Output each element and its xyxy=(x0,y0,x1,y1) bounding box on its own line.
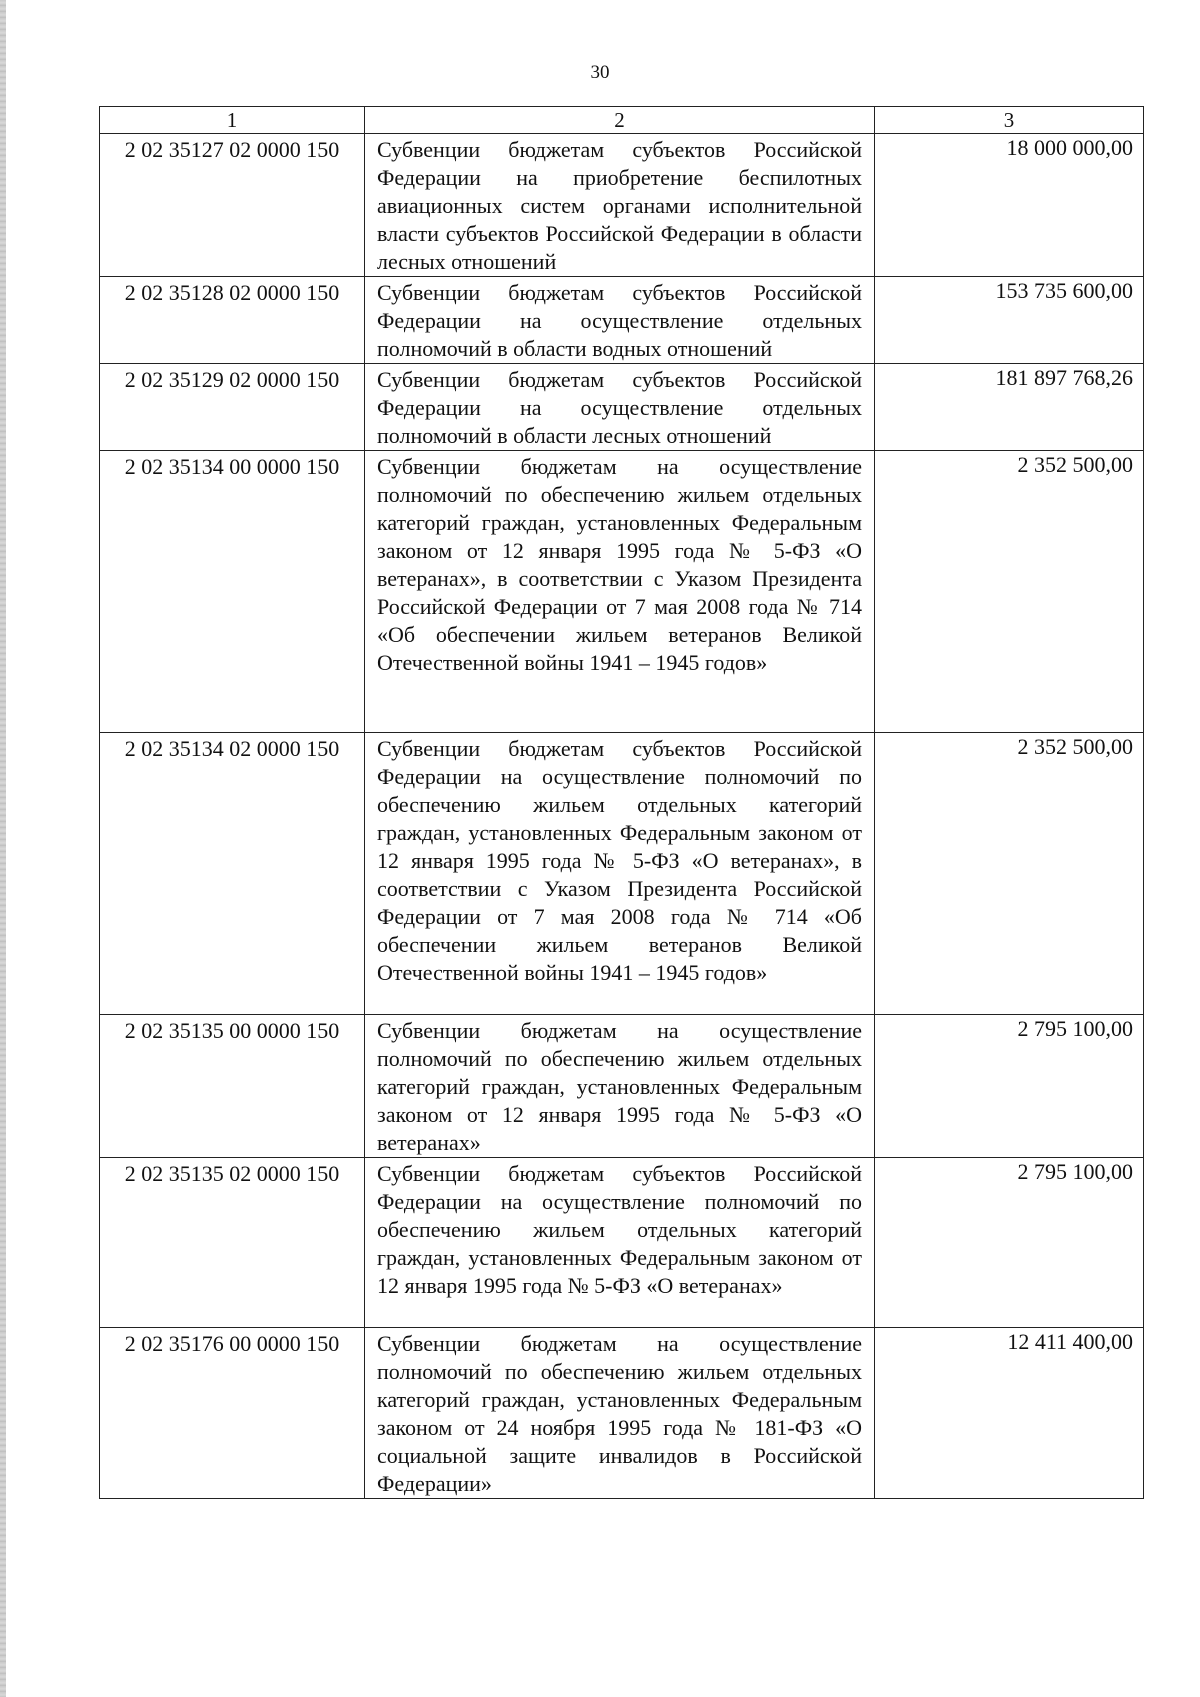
row-code: 2 02 35135 00 0000 150 xyxy=(100,1015,365,1158)
row-amount: 12 411 400,00 xyxy=(875,1328,1144,1499)
row-description: Субвенции бюджетам субъектов Российской Федерации на осуществление отдельных полномочий в области водных отношений xyxy=(365,277,875,364)
scan-edge xyxy=(0,0,6,1697)
column-header-2: 2 xyxy=(365,107,875,134)
table-header-row xyxy=(100,107,1144,134)
row-description: Субвенции бюджетам субъектов Российской Федерации на осуществление полномочий по обеспечению жильем отдельных категорий граждан, установленных Федеральным законом от 12 января 1995 года № 5-ФЗ «О ветеранах» xyxy=(365,1158,875,1328)
row-code: 2 02 35134 02 0000 150 xyxy=(100,733,365,1015)
row-amount: 2 352 500,00 xyxy=(875,451,1144,733)
row-amount: 2 352 500,00 xyxy=(875,733,1144,1015)
table-row xyxy=(100,1328,1144,1499)
row-description: Субвенции бюджетам субъектов Российской Федерации на приобретение беспилотных авиационных систем органами исполнительной власти субъектов Российской Федерации в области лесных отношений xyxy=(365,134,875,277)
table-row xyxy=(100,364,1144,451)
row-code: 2 02 35127 02 0000 150 xyxy=(100,134,365,277)
row-description: Субвенции бюджетам на осуществление полномочий по обеспечению жильем отдельных категорий граждан, установленных Федеральным законом от 12 января 1995 года № 5-ФЗ «О ветеранах», в соответствии с Указом Президента Российской Федерации от 7 мая 2008 года № 714 «Об обеспечении жильем ветеранов Великой Отечественной войны 1941 – 1945 годов» xyxy=(365,451,875,733)
row-description: Субвенции бюджетам субъектов Российской Федерации на осуществление отдельных полномочий в области лесных отношений xyxy=(365,364,875,451)
page-number: 30 xyxy=(590,62,610,83)
column-header-1: 1 xyxy=(100,107,365,134)
row-description: Субвенции бюджетам на осуществление полномочий по обеспечению жильем отдельных категорий граждан, установленных Федеральным законом от 24 ноября 1995 года № 181-ФЗ «О социальной защите инвалидов в Российской Федерации» xyxy=(365,1328,875,1499)
row-code: 2 02 35134 00 0000 150 xyxy=(100,451,365,733)
row-amount: 2 795 100,00 xyxy=(875,1015,1144,1158)
table-row xyxy=(100,451,1144,733)
table-row xyxy=(100,1158,1144,1328)
row-code: 2 02 35128 02 0000 150 xyxy=(100,277,365,364)
row-code: 2 02 35129 02 0000 150 xyxy=(100,364,365,451)
row-code: 2 02 35135 02 0000 150 xyxy=(100,1158,365,1328)
table-row xyxy=(100,134,1144,277)
row-amount: 181 897 768,26 xyxy=(875,364,1144,451)
row-amount: 18 000 000,00 xyxy=(875,134,1144,277)
row-amount: 153 735 600,00 xyxy=(875,277,1144,364)
row-amount: 2 795 100,00 xyxy=(875,1158,1144,1328)
budget-table xyxy=(99,106,1144,1499)
row-code: 2 02 35176 00 0000 150 xyxy=(100,1328,365,1499)
table-row xyxy=(100,733,1144,1015)
row-description: Субвенции бюджетам субъектов Российской Федерации на осуществление полномочий по обеспечению жильем отдельных категорий граждан, установленных Федеральным законом от 12 января 1995 года № 5-ФЗ «О ветеранах», в соответствии с Указом Президента Российской Федерации от 7 мая 2008 года № 714 «Об обеспечении жильем ветеранов Великой Отечественной войны 1941 – 1945 годов» xyxy=(365,733,875,1015)
table-row xyxy=(100,277,1144,364)
table-row xyxy=(100,1015,1144,1158)
row-description: Субвенции бюджетам на осуществление полномочий по обеспечению жильем отдельных категорий граждан, установленных Федеральным законом от 12 января 1995 года № 5-ФЗ «О ветеранах» xyxy=(365,1015,875,1158)
column-header-3: 3 xyxy=(875,107,1144,134)
